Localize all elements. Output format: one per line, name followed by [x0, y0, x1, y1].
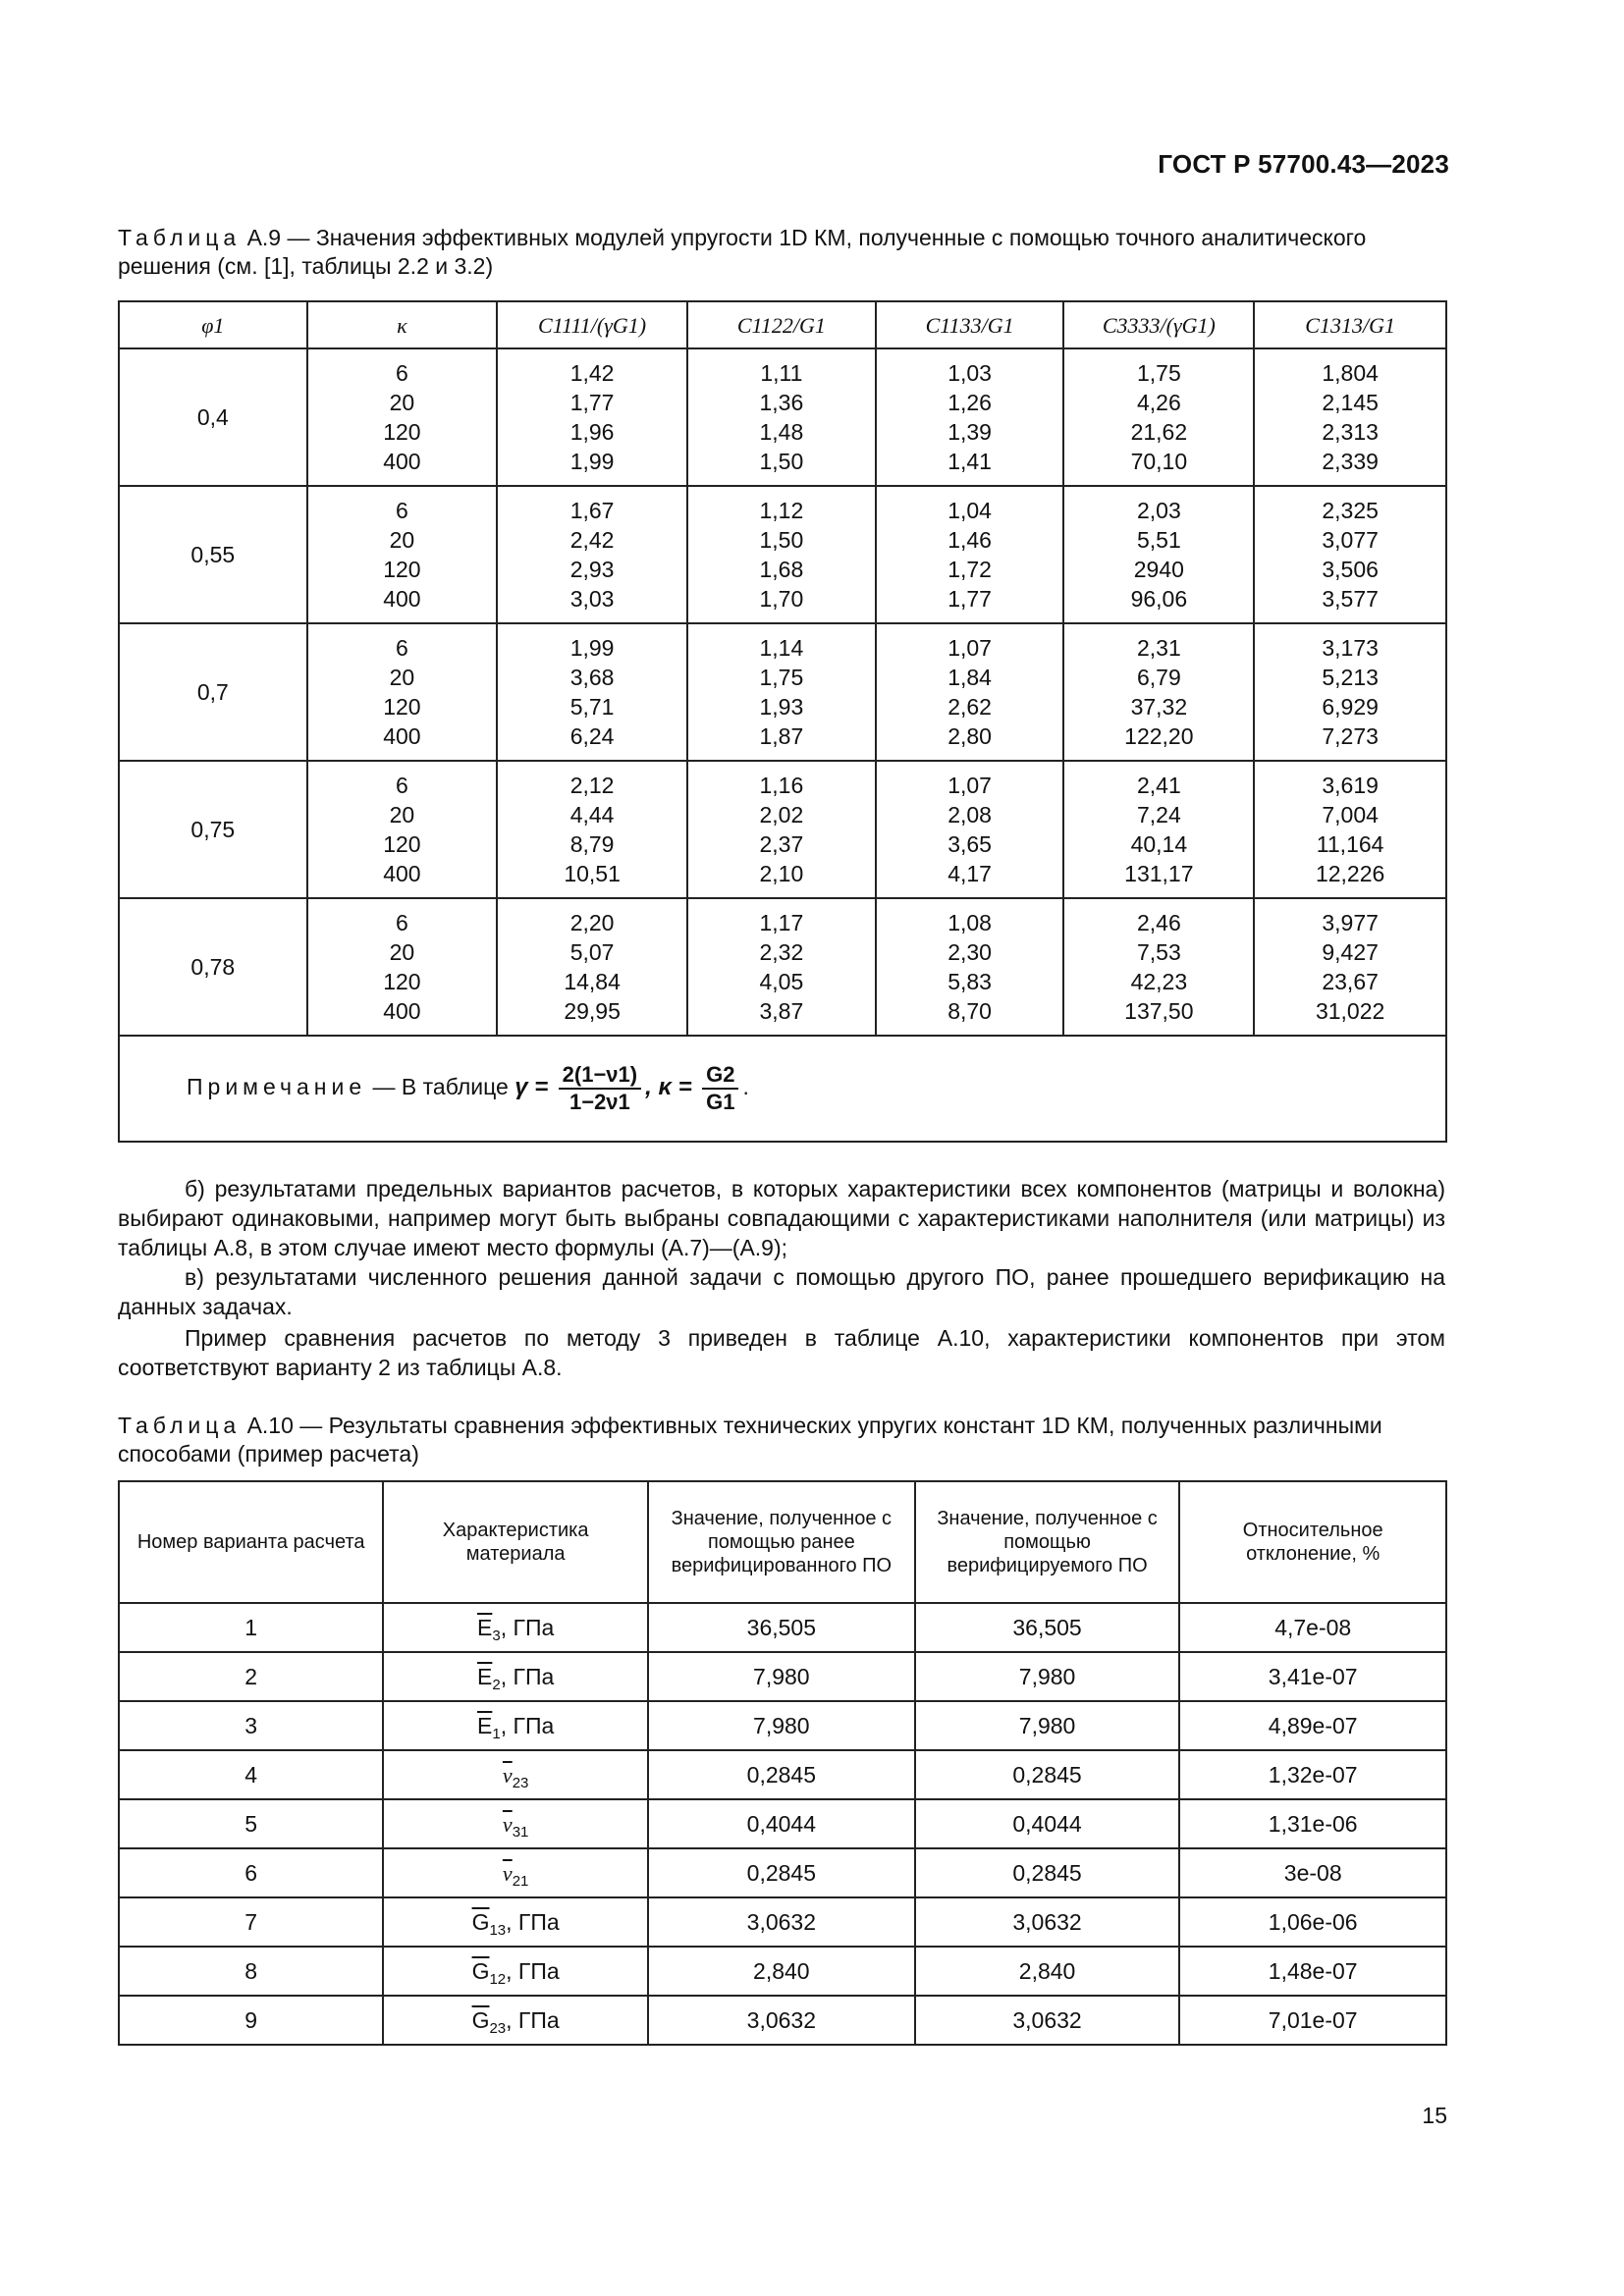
c1122-value: 1,50	[759, 449, 804, 474]
c1133-value: 1,39	[947, 419, 992, 445]
characteristic-cell	[383, 1897, 648, 1947]
characteristic-symbol: $\overline{G}$	[471, 1908, 490, 1935]
c1133-cell	[876, 348, 1064, 486]
c1313-value: 2,145	[1322, 390, 1379, 415]
c1133-cell	[876, 898, 1064, 1036]
c3333-value: 131,17	[1124, 861, 1194, 886]
c1122-cell	[687, 348, 876, 486]
c1313-value: 5,213	[1322, 665, 1379, 690]
characteristic-unit: , ГПа	[500, 1663, 555, 1689]
header-c1133	[876, 301, 1064, 348]
variant-number-cell: 9	[119, 1996, 383, 2045]
deviation-cell: 1,48e-07	[1179, 1947, 1446, 1996]
gamma-numerator: 2(1−ν1)	[559, 1062, 641, 1090]
c1133-value: 1,72	[947, 557, 992, 582]
deviation-cell: 3e-08	[1179, 1848, 1446, 1897]
c3333-value: 21,62	[1130, 419, 1188, 445]
c1313-value: 31,022	[1315, 998, 1385, 1024]
c1111-cell	[497, 486, 687, 623]
c1111-value: 3,03	[569, 586, 615, 612]
note-word: Примечание	[187, 1074, 367, 1100]
table-row	[119, 1603, 1446, 1652]
header-kappa	[307, 301, 498, 348]
c1313-value: 7,273	[1322, 723, 1379, 749]
table-a9-note-row	[119, 1036, 1446, 1142]
header-ver-value: Значение, полученное с помощью верифицируемого ПО	[915, 1481, 1180, 1603]
c1111-value: 1,96	[569, 419, 615, 445]
header-phi-text: φ1	[201, 312, 225, 338]
c1122-value: 2,02	[759, 802, 804, 828]
phi-cell: 0,55	[119, 486, 307, 623]
ref-value-cell: 0,2845	[648, 1848, 915, 1897]
c1133-value: 1,46	[947, 527, 992, 553]
header-c1122-text: C1122/G1	[736, 312, 826, 338]
kappa-value: 120	[383, 694, 421, 720]
c1111-value: 2,12	[569, 773, 615, 798]
table-a9-caption	[118, 224, 1445, 281]
deviation-cell: 7,01e-07	[1179, 1996, 1446, 2045]
c3333-value: 96,06	[1130, 586, 1188, 612]
characteristic-unit: , ГПа	[506, 1957, 560, 1984]
c1111-cell	[497, 761, 687, 898]
characteristic-subscript: 1	[492, 1725, 501, 1742]
header-c1133-text: C1133/G1	[925, 312, 1014, 338]
c1313-value: 2,339	[1322, 449, 1379, 474]
kappa-value: 20	[389, 939, 415, 965]
c1122-value: 1,17	[759, 910, 804, 935]
c3333-cell	[1063, 486, 1254, 623]
phi-cell: 0,78	[119, 898, 307, 1036]
deviation-cell: 1,32e-07	[1179, 1750, 1446, 1799]
table-row	[119, 1947, 1446, 1996]
ver-value-cell: 3,0632	[915, 1996, 1180, 2045]
c1313-cell	[1254, 898, 1446, 1036]
kappa-value: 6	[396, 498, 408, 523]
kappa-value: 120	[383, 419, 421, 445]
caption-word: Таблица	[118, 1413, 242, 1438]
table-row	[119, 1897, 1446, 1947]
variant-number-cell: 7	[119, 1897, 383, 1947]
c1111-cell	[497, 348, 687, 486]
c1313-cell	[1254, 486, 1446, 623]
kappa-value: 400	[383, 998, 421, 1024]
table-row	[119, 1996, 1446, 2045]
c1111-value: 1,99	[569, 449, 615, 474]
kappa-value: 20	[389, 527, 415, 553]
ver-value-cell: 36,505	[915, 1603, 1180, 1652]
c1111-value: 2,93	[569, 557, 615, 582]
header-deviation: Относительное отклонение, %	[1179, 1481, 1446, 1603]
c1122-value: 1,36	[759, 390, 804, 415]
table-a9-group-row	[119, 761, 1446, 898]
paragraph-v: в) результатами численного решения данной задачи с помощью другого ПО, ранее прошедшего верификацию на данных задачах.	[118, 1264, 1445, 1319]
c1122-value: 1,68	[759, 557, 804, 582]
kappa-cell	[307, 486, 498, 623]
characteristic-unit: , ГПа	[506, 1908, 560, 1935]
c3333-cell	[1063, 898, 1254, 1036]
c1122-value: 1,12	[759, 498, 804, 523]
ver-value-cell: 7,980	[915, 1652, 1180, 1701]
table-row	[119, 1750, 1446, 1799]
c3333-value: 2,41	[1136, 773, 1181, 798]
header-c1313	[1254, 301, 1446, 348]
table-a9-header-row	[119, 301, 1446, 348]
header-phi	[119, 301, 307, 348]
c1122-cell	[687, 623, 876, 761]
c1111-value: 6,24	[569, 723, 615, 749]
c1111-cell	[497, 898, 687, 1036]
c1111-value: 10,51	[564, 861, 621, 886]
c1122-value: 1,87	[759, 723, 804, 749]
characteristic-cell	[383, 1848, 648, 1897]
kappa-value: 6	[396, 635, 408, 661]
phi-cell: 0,4	[119, 348, 307, 486]
table-row	[119, 1799, 1446, 1848]
kappa-value: 400	[383, 861, 421, 886]
characteristic-symbol: $\overline{G}$	[471, 1957, 490, 1984]
c1313-value: 3,077	[1322, 527, 1379, 553]
c1133-value: 1,07	[947, 773, 992, 798]
characteristic-unit: , ГПа	[500, 1614, 555, 1640]
table-row	[119, 1701, 1446, 1750]
kappa-value: 6	[396, 360, 408, 386]
c1133-value: 1,84	[947, 665, 992, 690]
header-c1111	[497, 301, 687, 348]
c3333-value: 122,20	[1124, 723, 1194, 749]
c1313-value: 23,67	[1322, 969, 1379, 994]
formula-end: .	[742, 1074, 749, 1100]
caption-text: А.9 — Значения эффективных модулей упругости 1D КМ, полученные с помощью точного аналитического решения (см. [1], таблицы 2.2 и 3.2)	[118, 225, 1367, 279]
ref-value-cell: 3,0632	[648, 1996, 915, 2045]
c1133-value: 1,77	[947, 586, 992, 612]
table-row	[119, 1848, 1446, 1897]
ver-value-cell: 0,2845	[915, 1750, 1180, 1799]
c1313-value: 3,619	[1322, 773, 1379, 798]
c1122-value: 2,37	[759, 831, 804, 857]
characteristic-cell	[383, 1750, 648, 1799]
c1111-value: 1,67	[569, 498, 615, 523]
c1122-value: 3,87	[759, 998, 804, 1024]
c1313-value: 1,804	[1322, 360, 1379, 386]
deviation-cell: 1,31e-06	[1179, 1799, 1446, 1848]
c1133-value: 1,04	[947, 498, 992, 523]
c1313-value: 3,577	[1322, 586, 1379, 612]
kappa-cell	[307, 898, 498, 1036]
variant-number-cell: 3	[119, 1701, 383, 1750]
c1313-value: 6,929	[1322, 694, 1379, 720]
ref-value-cell: 3,0632	[648, 1897, 915, 1947]
table-a9-group-row	[119, 348, 1446, 486]
characteristic-subscript: 13	[489, 1921, 507, 1939]
c3333-cell	[1063, 348, 1254, 486]
c1133-cell	[876, 623, 1064, 761]
c3333-cell	[1063, 623, 1254, 761]
variant-number-cell: 5	[119, 1799, 383, 1848]
kappa-value: 6	[396, 773, 408, 798]
ver-value-cell: 7,980	[915, 1701, 1180, 1750]
c1313-cell	[1254, 623, 1446, 761]
c3333-value: 2940	[1133, 557, 1184, 582]
c3333-value: 40,14	[1130, 831, 1188, 857]
c1313-value: 2,325	[1322, 498, 1379, 523]
c1133-value: 1,07	[947, 635, 992, 661]
c1133-cell	[876, 486, 1064, 623]
c1111-value: 4,44	[569, 802, 615, 828]
phi-cell: 0,75	[119, 761, 307, 898]
c1122-value: 1,14	[759, 635, 804, 661]
c3333-value: 2,31	[1136, 635, 1181, 661]
characteristic-cell	[383, 1652, 648, 1701]
c3333-cell	[1063, 761, 1254, 898]
table-a10	[118, 1480, 1447, 2046]
c1122-value: 2,32	[759, 939, 804, 965]
kappa-cell	[307, 761, 498, 898]
characteristic-unit: , ГПа	[506, 2006, 560, 2033]
c1133-value: 5,83	[947, 969, 992, 994]
c3333-value: 6,79	[1136, 665, 1181, 690]
c1122-value: 4,05	[759, 969, 804, 994]
characteristic-symbol: $\overline{E}$	[477, 1614, 493, 1640]
variant-number-cell: 1	[119, 1603, 383, 1652]
c1111-value: 14,84	[564, 969, 621, 994]
c3333-value: 2,46	[1136, 910, 1181, 935]
kappa-value: 120	[383, 831, 421, 857]
c3333-value: 1,75	[1136, 360, 1181, 386]
c1111-value: 8,79	[569, 831, 615, 857]
c3333-value: 2,03	[1136, 498, 1181, 523]
variant-number-cell: 4	[119, 1750, 383, 1799]
ref-value-cell: 36,505	[648, 1603, 915, 1652]
table-a10-header-row	[119, 1481, 1446, 1603]
deviation-cell: 3,41e-07	[1179, 1652, 1446, 1701]
c1111-value: 2,20	[569, 910, 615, 935]
formula-gamma: γ =	[514, 1074, 549, 1101]
c1133-cell	[876, 761, 1064, 898]
ref-value-cell: 2,840	[648, 1947, 915, 1996]
ver-value-cell: 3,0632	[915, 1897, 1180, 1947]
c1122-value: 1,93	[759, 694, 804, 720]
kappa-value: 20	[389, 802, 415, 828]
caption-text: А.10 — Результаты сравнения эффективных технических упругих констант 1D КМ, полученных различными способами (пример расчета)	[118, 1413, 1382, 1467]
c1122-value: 1,70	[759, 586, 804, 612]
header-c1313-text: C1313/G1	[1305, 312, 1395, 338]
characteristic-subscript: 21	[512, 1872, 529, 1890]
c3333-value: 70,10	[1130, 449, 1188, 474]
caption-word: Таблица	[118, 225, 242, 250]
c1313-value: 12,226	[1315, 861, 1385, 886]
c1111-value: 1,77	[569, 390, 615, 415]
characteristic-cell	[383, 1799, 648, 1848]
c1111-value: 2,42	[569, 527, 615, 553]
characteristic-subscript: 3	[492, 1627, 501, 1644]
ver-value-cell: 2,840	[915, 1947, 1180, 1996]
kappa-value: 120	[383, 557, 421, 582]
kappa-cell	[307, 623, 498, 761]
kappa-value: 20	[389, 665, 415, 690]
c1111-value: 1,42	[569, 360, 615, 386]
characteristic-symbol: $\overline{E}$	[477, 1712, 493, 1738]
ref-value-cell: 7,980	[648, 1652, 915, 1701]
c1122-cell	[687, 898, 876, 1036]
kappa-value: 6	[396, 910, 408, 935]
ref-value-cell: 7,980	[648, 1701, 915, 1750]
c1313-value: 3,977	[1322, 910, 1379, 935]
header-c1122	[687, 301, 876, 348]
deviation-cell: 1,06e-06	[1179, 1897, 1446, 1947]
document-code: ГОСТ Р 57700.43—2023	[1158, 149, 1449, 179]
gamma-fraction	[559, 1062, 641, 1115]
ver-value-cell: 0,4044	[915, 1799, 1180, 1848]
c1133-value: 3,65	[947, 831, 992, 857]
table-a10-caption	[118, 1412, 1445, 1468]
c1122-cell	[687, 486, 876, 623]
c1122-value: 1,11	[760, 360, 803, 386]
c1133-value: 2,62	[947, 694, 992, 720]
c1122-value: 1,48	[759, 419, 804, 445]
c1133-value: 1,26	[947, 390, 992, 415]
characteristic-symbol: $\overline{\nu}$	[502, 1860, 513, 1886]
header-variant: Номер варианта расчета	[119, 1481, 383, 1603]
characteristic-cell	[383, 1996, 648, 2045]
formula-kappa: , κ =	[645, 1074, 692, 1101]
c3333-value: 5,51	[1136, 527, 1181, 553]
characteristic-subscript: 23	[512, 1774, 529, 1791]
variant-number-cell: 2	[119, 1652, 383, 1701]
kappa-cell	[307, 348, 498, 486]
c3333-value: 37,32	[1130, 694, 1188, 720]
c3333-value: 42,23	[1130, 969, 1188, 994]
kappa-fraction	[702, 1062, 738, 1115]
c1133-value: 4,17	[947, 861, 992, 886]
c1111-value: 3,68	[569, 665, 615, 690]
c1122-value: 1,50	[759, 527, 804, 553]
c3333-value: 4,26	[1136, 390, 1181, 415]
characteristic-cell	[383, 1947, 648, 1996]
ref-value-cell: 0,2845	[648, 1750, 915, 1799]
c1313-cell	[1254, 348, 1446, 486]
c1133-value: 2,30	[947, 939, 992, 965]
c1313-value: 11,164	[1316, 831, 1384, 857]
deviation-cell: 4,7e-08	[1179, 1603, 1446, 1652]
table-a9-group-row	[119, 898, 1446, 1036]
kappa-value: 120	[383, 969, 421, 994]
characteristic-subscript: 23	[489, 2019, 507, 2037]
c1133-value: 1,03	[947, 360, 992, 386]
variant-number-cell: 6	[119, 1848, 383, 1897]
c3333-value: 7,53	[1136, 939, 1181, 965]
c1313-value: 2,313	[1322, 419, 1379, 445]
c1313-value: 3,506	[1322, 557, 1379, 582]
c3333-value: 137,50	[1124, 998, 1194, 1024]
table-a9-group-row	[119, 486, 1446, 623]
c1111-value: 29,95	[564, 998, 621, 1024]
c1313-value: 3,173	[1322, 635, 1379, 661]
kappa-value: 400	[383, 723, 421, 749]
variant-number-cell: 8	[119, 1947, 383, 1996]
c1313-value: 9,427	[1322, 939, 1379, 965]
kappa-value: 20	[389, 390, 415, 415]
characteristic-symbol: $\overline{G}$	[471, 2006, 490, 2033]
kappa-value: 400	[383, 586, 421, 612]
note-text: — В таблице	[366, 1074, 515, 1100]
phi-cell: 0,7	[119, 623, 307, 761]
c1133-value: 2,80	[947, 723, 992, 749]
c1133-value: 1,41	[947, 449, 992, 474]
c1133-value: 8,70	[947, 998, 992, 1024]
c1111-value: 5,07	[569, 939, 615, 965]
header-c3333	[1063, 301, 1254, 348]
paragraph-b: б) результатами предельных вариантов расчетов, в которых характеристики всех компонентов (матрицы и волокна) выбирают одинаковыми, например могут быть выбраны совпадающими с характеристиками наполнителя (или матрицы) из таблицы А.8, в этом случае имеют место формулы (А.7)—(А.9);	[118, 1176, 1445, 1260]
c1111-value: 5,71	[569, 694, 615, 720]
c1122-value: 2,10	[759, 861, 804, 886]
kappa-denominator: G1	[706, 1090, 735, 1114]
ref-value-cell: 0,4044	[648, 1799, 915, 1848]
characteristic-unit: , ГПа	[500, 1712, 555, 1738]
c1122-value: 1,75	[759, 665, 804, 690]
header-c3333-text: C3333/(γG1)	[1102, 312, 1216, 338]
table-a9-note	[119, 1036, 1446, 1142]
gamma-denominator: 1−2ν1	[568, 1090, 630, 1114]
characteristic-symbol: $\overline{E}$	[477, 1663, 493, 1689]
characteristic-cell	[383, 1603, 648, 1652]
deviation-cell: 4,89e-07	[1179, 1701, 1446, 1750]
characteristic-subscript: 31	[512, 1823, 529, 1841]
ver-value-cell: 0,2845	[915, 1848, 1180, 1897]
c3333-value: 7,24	[1136, 802, 1181, 828]
characteristic-subscript: 12	[489, 1970, 507, 1988]
table-a9	[118, 300, 1447, 1143]
c1133-value: 2,08	[947, 802, 992, 828]
c1313-cell	[1254, 761, 1446, 898]
characteristic-cell	[383, 1701, 648, 1750]
header-characteristic: Характеристика материала	[383, 1481, 648, 1603]
page-number: 15	[1422, 2103, 1447, 2128]
header-kappa-text: κ	[397, 312, 407, 338]
c1111-cell	[497, 623, 687, 761]
header-ref-value: Значение, полученное с помощью ранее верифицированного ПО	[648, 1481, 915, 1603]
c1313-value: 7,004	[1322, 802, 1379, 828]
characteristic-symbol: $\overline{\nu}$	[502, 1762, 513, 1788]
paragraph-example: Пример сравнения расчетов по методу 3 приведен в таблице А.10, характеристики компонентов при этом соответствуют варианту 2 из таблицы А.8.	[118, 1325, 1445, 1380]
kappa-value: 400	[383, 449, 421, 474]
c1122-cell	[687, 761, 876, 898]
table-row	[119, 1652, 1446, 1701]
characteristic-subscript: 2	[492, 1676, 501, 1693]
header-c1111-text: C1111/(γG1)	[538, 312, 647, 338]
kappa-numerator: G2	[702, 1062, 738, 1090]
characteristic-symbol: $\overline{\nu}$	[502, 1811, 513, 1837]
c1111-value: 1,99	[569, 635, 615, 661]
c1122-value: 1,16	[759, 773, 804, 798]
c1133-value: 1,08	[947, 910, 992, 935]
table-a9-group-row	[119, 623, 1446, 761]
